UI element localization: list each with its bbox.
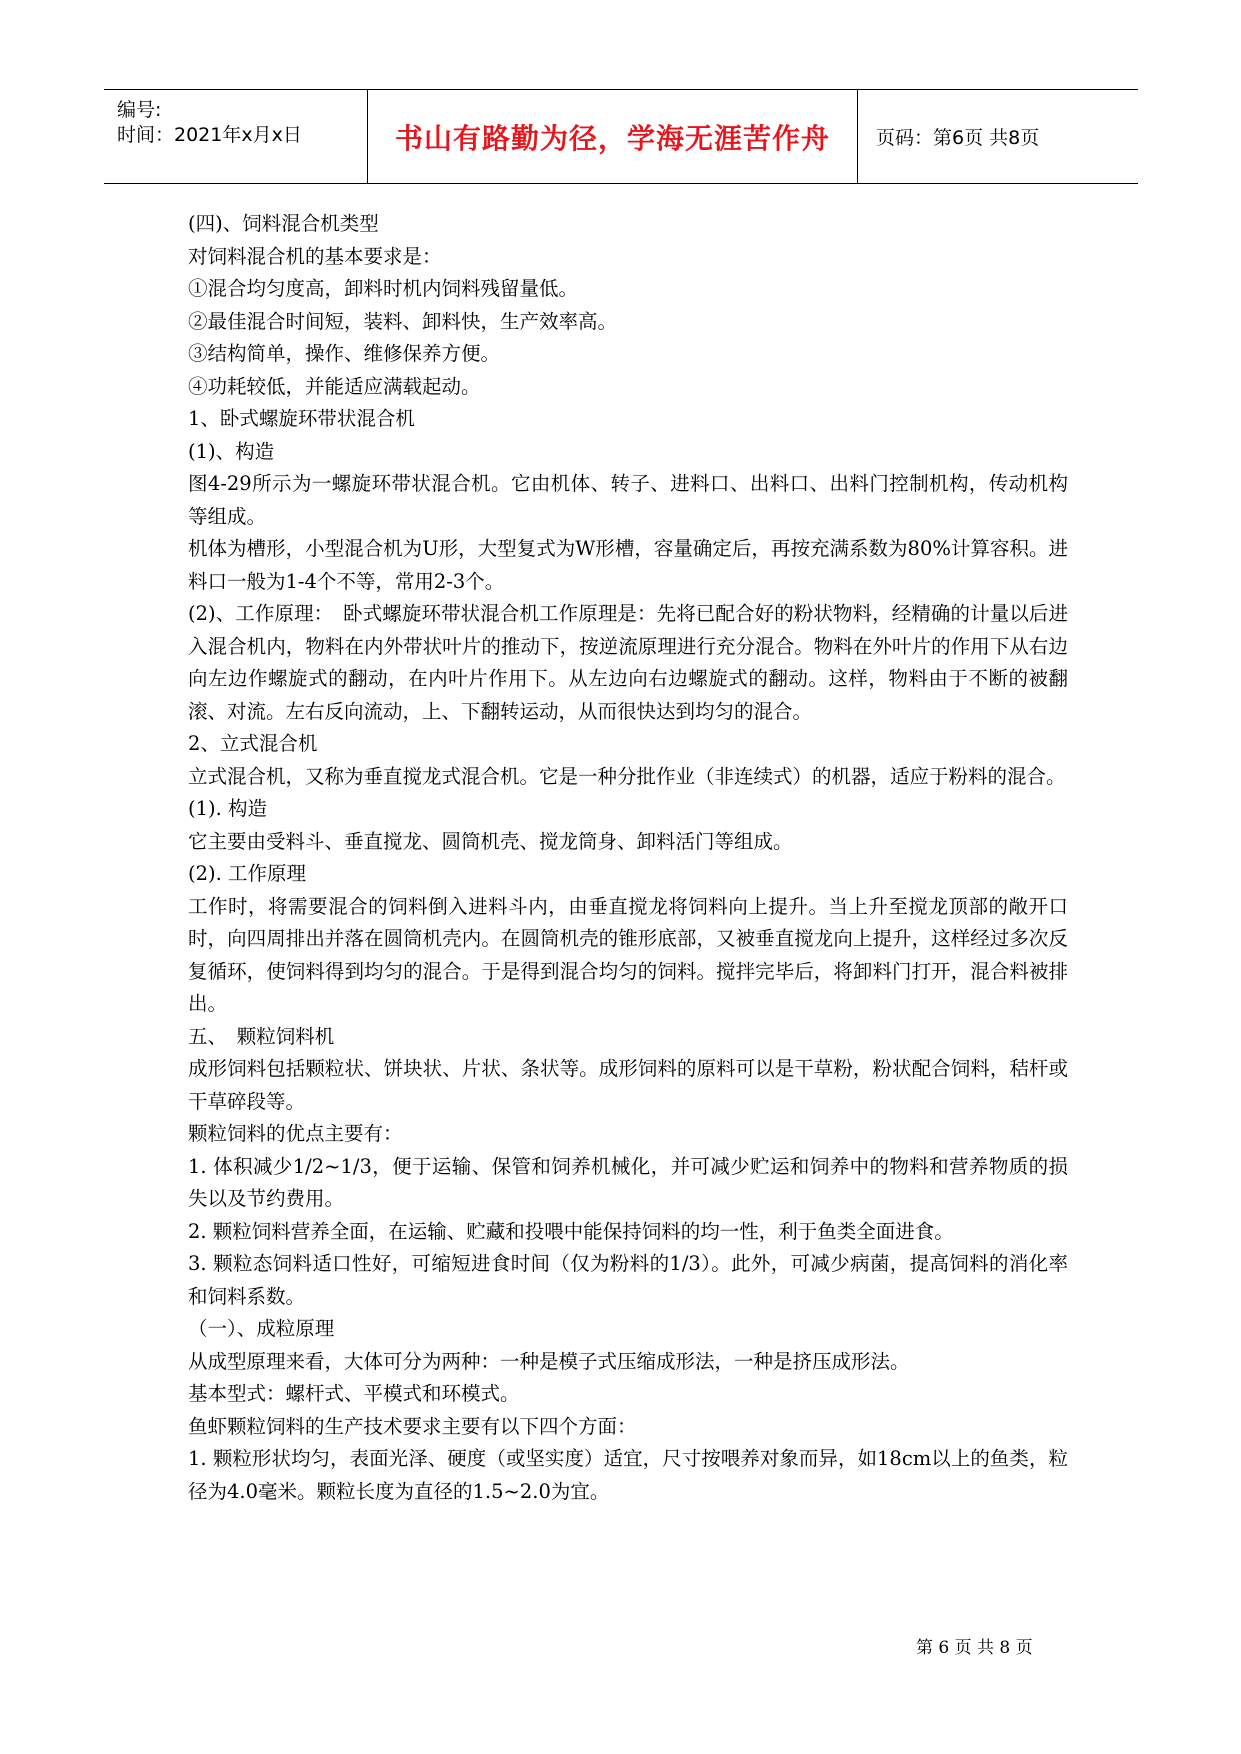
subsection-heading: (2). 工作原理 [188,862,307,885]
subsection-heading: （一）、成粒原理 [188,1317,335,1340]
paragraph: 工作时，将需要混合的饲料倒入进料斗内，由垂直搅龙将饲料向上提升。当上升至搅龙顶部的敞开口时，向四周排出并落在圆筒机壳内。在圆筒机壳的锥形底部，又被垂直搅龙向上提升，这样经过多次反复循环，使饲料得到均匀的混合。于是得到混合均匀的饲料。搅拌完毕后，将卸料门打开，混合料被排出。 [188,894,1068,1015]
subsection-heading: (1)、构造 [188,439,275,463]
list-item: 2. 颗粒饲料营养全面，在运输、贮藏和投喂中能保持饲料的均一性，利于鱼类全面进食。 [188,1219,954,1243]
paragraph: 成形饲料包括颗粒状、饼块状、片状、条状等。成形饲料的原料可以是干草粉，粉状配合饲料，秸杆或干草碎段等。 [188,1057,1068,1113]
document-body [188,208,1068,1508]
list-item: 3. 颗粒态饲料适口性好，可缩短进食时间（仅为粉料的1/3）。此外，可减少病菌，提高饲料的消化率和饲料系数。 [188,1252,1068,1308]
page-footer: 第 6 页 共 8 页 [916,1638,1033,1658]
page-header [104,89,1138,184]
document-number-label: 编号: [117,99,162,121]
list-item: ①混合均匀度高，卸料时机内饲料残留量低。 [188,277,579,300]
header-page-cell [858,90,1138,183]
paragraph: 从成型原理来看，大体可分为两种：一种是模子式压缩成形法，一种是挤压成形法。 [188,1349,910,1373]
list-item: 1. 颗粒形状均匀，表面光泽、硬度（或坚实度）适宜，尺寸按喂养对象而异，如18cm以上的鱼类，粒径为4.0毫米。颗粒长度为直径的1.5~2.0为宜。 [188,1447,1068,1503]
paragraph: 基本型式：螺杆式、平模式和环模式。 [188,1382,520,1405]
header-info-cell [104,90,368,183]
paragraph: 鱼虾颗粒饲料的生产技术要求主要有以下四个方面： [188,1414,637,1438]
paragraph: 机体为槽形，小型混合机为U形，大型复式为W形槽，容量确定后，再按充满系数为80%计算容积。进料口一般为1-4个不等，常用2-3个。 [188,537,1068,593]
section-heading: (四)、饲料混合机类型 [188,212,379,235]
header-motto: 书山有路勤为径，学海无涯苦作舟 [394,121,830,155]
header-motto-cell [368,90,858,183]
section-heading: 五、 颗粒饲料机 [188,1024,335,1048]
header-page-number: 页码：第6页 共8页 [876,127,1040,149]
list-item: ②最佳混合时间短，装料、卸料快，生产效率高。 [188,309,618,333]
paragraph: 立式混合机，又称为垂直搅龙式混合机。它是一种分批作业（非连续式）的机器，适应于粉料的混合。 [188,764,1066,788]
document-time-label: 时间：2021年x月x日 [117,124,302,146]
list-item: 1. 体积减少1/2~1/3，便于运输、保管和饲养机械化，并可减少贮运和饲养中的物料和营养物质的损失以及节约费用。 [188,1154,1068,1210]
section-heading: 2、立式混合机 [188,732,318,755]
section-heading: 1、卧式螺旋环带状混合机 [188,407,415,430]
paragraph: 对饲料混合机的基本要求是： [188,244,442,268]
list-item: ③结构简单，操作、维修保养方便。 [188,342,501,365]
list-item: ④功耗较低，并能适应满载起动。 [188,374,481,398]
paragraph: 图4-29所示为一螺旋环带状混合机。它由机体、转子、进料口、出料口、出料门控制机构，传动机构等组成。 [188,472,1068,528]
paragraph: 它主要由受料斗、垂直搅龙、圆筒机壳、搅龙筒身、卸料活门等组成。 [188,829,793,853]
paragraph: (2)、工作原理： 卧式螺旋环带状混合机工作原理是：先将已配合好的粉状物料，经精确的计量以后进入混合机内，物料在内外带状叶片的推动下，按逆流原理进行充分混合。物料在外叶片的作用下从右边向左边作螺旋式的翻动，在内叶片作用下。从左边向右边螺旋式的翻动。这样，物料由于不断的被翻滚、对流。左右反向流动，上、下翻转运动，从而很快达到均匀的混合。 [188,602,1068,723]
subsection-heading: (1). 构造 [188,797,268,820]
paragraph: 颗粒饲料的优点主要有： [188,1122,403,1145]
